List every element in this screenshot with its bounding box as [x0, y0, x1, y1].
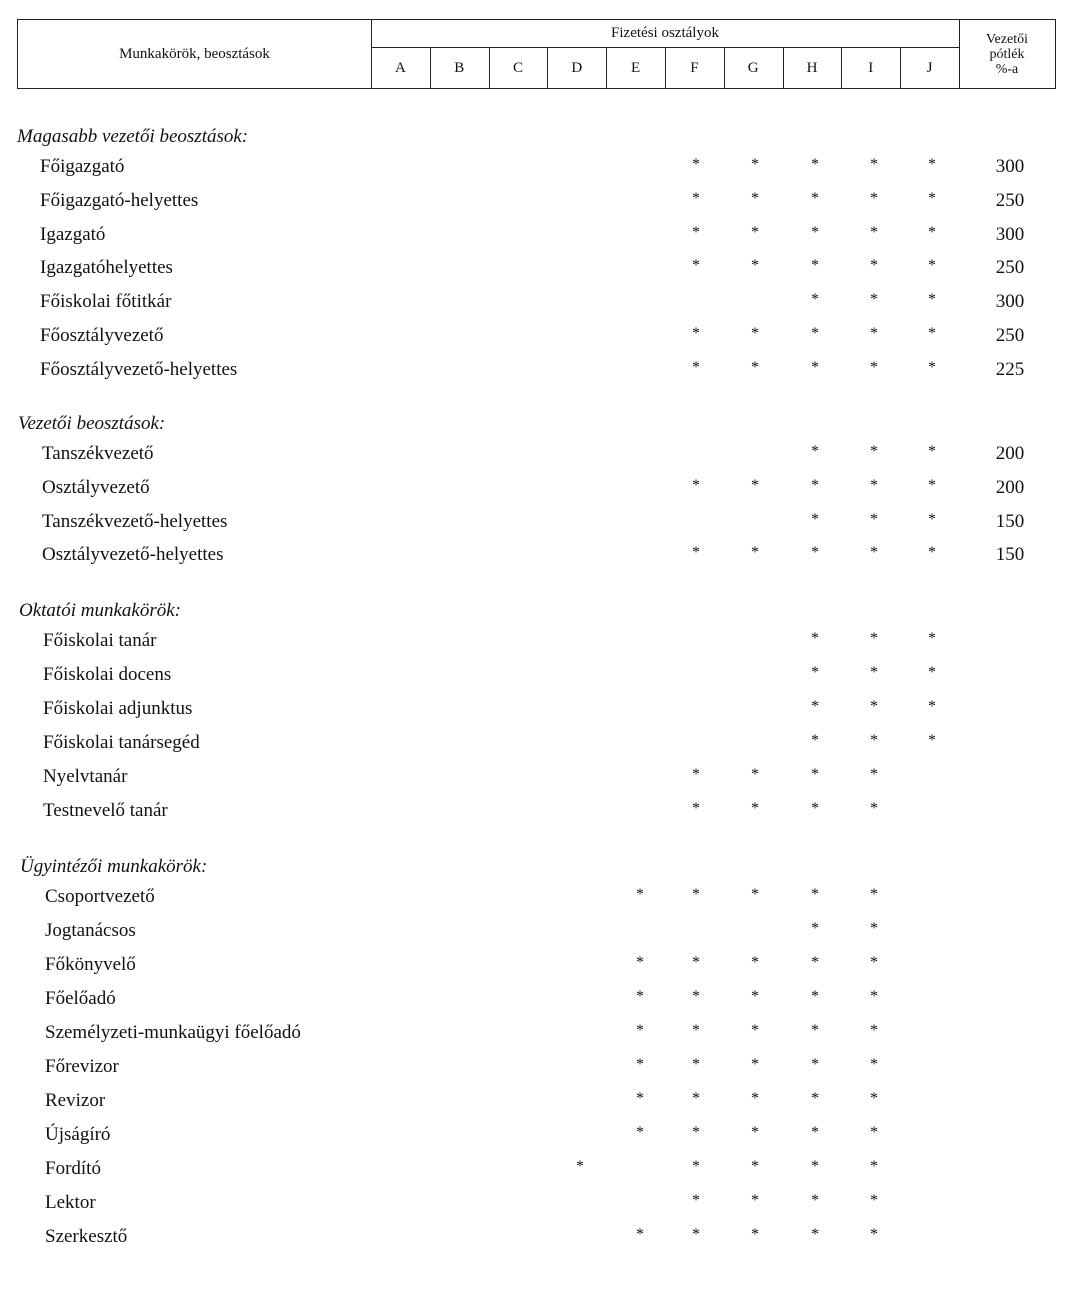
header-column-divider	[489, 47, 490, 88]
bonus-percent: 250	[995, 325, 1025, 346]
job-title: Főkönyvelő	[45, 954, 136, 975]
job-title: Főiskolai tanár	[43, 630, 157, 651]
job-title: Főiskolai adjunktus	[43, 698, 193, 719]
pay-class-mark: *	[870, 1056, 878, 1073]
job-title: Főosztályvezető	[40, 325, 164, 346]
pay-class-mark: *	[928, 510, 936, 528]
header-column-divider	[430, 47, 431, 88]
pay-class-mark: *	[636, 988, 644, 1005]
pay-class-mark: *	[636, 954, 644, 971]
job-title: Testnevelő tanár	[43, 800, 168, 821]
table-row	[0, 443, 1092, 473]
pay-class-mark: *	[870, 189, 878, 207]
pay-class-mark: *	[928, 189, 936, 207]
pay-class-mark: *	[811, 257, 819, 275]
pay-class-mark: *	[928, 223, 936, 241]
pay-class-mark: *	[692, 476, 700, 494]
pay-class-header: J	[926, 60, 933, 76]
pay-class-mark: *	[751, 954, 759, 971]
pay-class-mark: *	[751, 257, 759, 275]
job-title: Nyelvtanár	[43, 766, 128, 787]
pay-class-mark: *	[751, 1158, 759, 1175]
bonus-percent: 150	[995, 510, 1025, 532]
pay-class-mark: *	[870, 1226, 878, 1243]
pay-class-mark: *	[751, 988, 759, 1005]
job-title: Osztályvezető-helyettes	[42, 544, 224, 566]
column-header-bonus	[959, 20, 1055, 88]
section-title: Oktatói munkakörök:	[19, 600, 181, 621]
pay-class-mark: *	[751, 476, 759, 494]
pay-class-mark: *	[692, 1124, 700, 1141]
table-row	[0, 988, 1092, 1018]
pay-class-mark: *	[928, 358, 936, 376]
pay-class-header: A	[394, 60, 406, 76]
pay-class-header: E	[631, 60, 641, 76]
pay-class-mark: *	[811, 1124, 819, 1141]
column-header-jobs: Munkakörök, beosztások	[119, 45, 270, 62]
pay-class-mark: *	[928, 476, 936, 494]
pay-class-mark: *	[928, 544, 936, 562]
pay-class-mark: *	[870, 156, 878, 173]
header-column-divider	[900, 47, 901, 88]
pay-class-mark: *	[870, 954, 878, 971]
table-row	[0, 664, 1092, 694]
table-row	[0, 1124, 1092, 1154]
table-row	[0, 954, 1092, 984]
job-title: Főiskolai főtitkár	[40, 291, 172, 313]
pay-class-mark: *	[870, 732, 878, 749]
table-row	[0, 630, 1092, 660]
table-row	[0, 1226, 1092, 1256]
pay-class-mark: *	[692, 1226, 700, 1243]
table-row	[0, 698, 1092, 728]
pay-class-mark: *	[870, 766, 878, 783]
header-column-divider	[783, 47, 784, 88]
job-title: Személyzeti-munkaügyi főelőadó	[45, 1022, 301, 1043]
pay-class-mark: *	[811, 1056, 819, 1073]
job-title: Főigazgató	[40, 156, 125, 177]
pay-class-mark: *	[811, 800, 819, 817]
pay-class-mark: *	[692, 886, 700, 903]
pay-class-mark: *	[870, 698, 878, 715]
bonus-percent: 300	[995, 223, 1025, 245]
pay-class-mark: *	[692, 1022, 700, 1039]
pay-class-mark: *	[870, 510, 878, 528]
job-title: Főosztályvezető-helyettes	[40, 358, 238, 380]
pay-class-mark: *	[692, 766, 700, 783]
job-title: Csoportvezető	[45, 886, 155, 907]
pay-class-mark: *	[928, 732, 936, 749]
section-title: Vezetői beosztások:	[18, 413, 166, 434]
job-title: Jogtanácsos	[45, 920, 136, 941]
pay-class-mark: *	[751, 1090, 759, 1107]
pay-class-mark: *	[811, 1090, 819, 1107]
table-row	[0, 325, 1092, 355]
pay-class-header: G	[747, 60, 759, 76]
bonus-header-line: %-a	[995, 61, 1019, 77]
table-row	[0, 1090, 1092, 1120]
job-title: Főiskolai docens	[43, 664, 172, 685]
table-row	[0, 1056, 1092, 1086]
table-row	[0, 1192, 1092, 1222]
pay-class-header: H	[806, 60, 818, 76]
table-row	[0, 732, 1092, 762]
pay-class-mark: *	[870, 443, 878, 460]
pay-class-mark: *	[692, 988, 700, 1005]
pay-class-mark: *	[928, 664, 936, 681]
header-column-divider	[724, 47, 725, 88]
bonus-percent: 150	[995, 544, 1025, 566]
table-header	[17, 19, 1056, 89]
pay-class-mark: *	[636, 886, 644, 903]
pay-class-mark: *	[811, 510, 819, 528]
pay-class-mark: *	[928, 698, 936, 715]
job-title: Főiskolai tanársegéd	[43, 732, 200, 753]
table-row	[0, 190, 1092, 220]
pay-class-mark: *	[692, 358, 700, 376]
pay-class-mark: *	[870, 223, 878, 241]
pay-class-mark: *	[636, 1056, 644, 1073]
table-row	[0, 1158, 1092, 1188]
pay-class-mark: *	[870, 920, 878, 937]
pay-class-mark: *	[811, 1022, 819, 1039]
pay-class-mark: *	[870, 664, 878, 681]
table-row	[0, 886, 1092, 916]
pay-class-mark: *	[870, 257, 878, 275]
pay-class-mark: *	[692, 954, 700, 971]
pay-class-mark: *	[811, 886, 819, 903]
table-row	[0, 477, 1092, 507]
pay-class-mark: *	[692, 1056, 700, 1073]
table-row	[0, 511, 1092, 541]
pay-class-mark: *	[870, 358, 878, 376]
pay-class-mark: *	[870, 630, 878, 647]
table-row	[0, 800, 1092, 830]
pay-class-header: B	[454, 60, 465, 76]
pay-class-mark: *	[811, 189, 819, 207]
job-title: Főigazgató-helyettes	[40, 189, 199, 211]
bonus-percent: 250	[995, 257, 1025, 279]
pay-class-header: C	[512, 60, 523, 76]
pay-class-mark: *	[811, 920, 819, 937]
pay-class-mark: *	[692, 800, 700, 817]
pay-class-mark: *	[811, 766, 819, 783]
table-row	[0, 291, 1092, 321]
table-row	[0, 359, 1092, 389]
pay-class-mark: *	[751, 189, 759, 207]
pay-class-mark: *	[751, 156, 759, 173]
pay-class-mark: *	[928, 630, 936, 647]
pay-class-header: I	[868, 60, 874, 76]
table-row	[0, 1022, 1092, 1052]
bonus-percent: 200	[995, 476, 1025, 498]
job-title: Lektor	[45, 1192, 96, 1213]
pay-class-mark: *	[811, 698, 819, 715]
pay-class-mark: *	[636, 1090, 644, 1107]
job-title: Igazgató	[40, 223, 106, 245]
header-column-divider	[547, 47, 548, 88]
table-row	[0, 766, 1092, 796]
pay-class-mark: *	[692, 1192, 700, 1209]
table-row	[0, 224, 1092, 254]
pay-class-mark: *	[692, 1090, 700, 1107]
table-row	[0, 257, 1092, 287]
pay-class-mark: *	[811, 732, 819, 749]
pay-class-mark: *	[870, 988, 878, 1005]
pay-class-mark: *	[692, 156, 700, 173]
pay-class-mark: *	[928, 443, 936, 460]
pay-class-mark: *	[811, 544, 819, 562]
pay-class-mark: *	[692, 257, 700, 275]
header-column-divider	[606, 47, 607, 88]
job-title: Tanszékvezető-helyettes	[42, 510, 228, 532]
pay-class-mark: *	[811, 443, 819, 460]
job-title: Revizor	[45, 1090, 106, 1111]
job-title: Újságíró	[45, 1124, 111, 1145]
pay-class-mark: *	[636, 1226, 644, 1243]
pay-class-mark: *	[928, 325, 936, 342]
pay-class-mark: *	[751, 1192, 759, 1209]
job-title: Főelőadó	[45, 988, 116, 1009]
pay-class-mark: *	[928, 291, 936, 309]
pay-class-mark: *	[751, 223, 759, 241]
pay-class-mark: *	[870, 1158, 878, 1175]
pay-class-mark: *	[870, 476, 878, 494]
pay-class-mark: *	[751, 766, 759, 783]
pay-class-mark: *	[751, 1056, 759, 1073]
pay-class-mark: *	[811, 325, 819, 342]
pay-class-mark: *	[870, 325, 878, 342]
job-title: Igazgatóhelyettes	[40, 257, 173, 279]
bonus-percent: 250	[995, 189, 1025, 211]
header-column-divider	[841, 47, 842, 88]
pay-class-mark: *	[870, 886, 878, 903]
pay-class-mark: *	[636, 1022, 644, 1039]
pay-class-mark: *	[692, 544, 700, 562]
bonus-percent: 300	[995, 291, 1025, 313]
bonus-header-line: Vezetői	[986, 31, 1028, 47]
section-title: Magasabb vezetői beosztások:	[17, 126, 249, 147]
pay-class-mark: *	[636, 1124, 644, 1141]
pay-class-header: F	[690, 60, 699, 76]
pay-class-mark: *	[811, 476, 819, 494]
bonus-percent: 225	[995, 358, 1025, 380]
job-title: Szerkesztő	[45, 1226, 128, 1247]
pay-class-mark: *	[751, 1226, 759, 1243]
pay-class-mark: *	[811, 1192, 819, 1209]
job-title: Osztályvezető	[42, 476, 150, 498]
pay-class-mark: *	[811, 954, 819, 971]
pay-class-mark: *	[811, 630, 819, 647]
pay-class-mark: *	[928, 257, 936, 275]
bonus-header-line: pótlék	[989, 46, 1025, 62]
pay-class-mark: *	[928, 156, 936, 173]
pay-class-mark: *	[811, 1158, 819, 1175]
pay-class-mark: *	[870, 1090, 878, 1107]
job-title: Tanszékvezető	[42, 443, 154, 464]
pay-class-mark: *	[692, 325, 700, 342]
section-title: Ügyintézői munkakörök:	[20, 856, 208, 877]
pay-class-mark: *	[751, 544, 759, 562]
pay-class-mark: *	[811, 664, 819, 681]
pay-class-mark: *	[751, 800, 759, 817]
pay-class-mark: *	[870, 800, 878, 817]
header-column-divider	[959, 20, 960, 88]
pay-class-mark: *	[811, 223, 819, 241]
bonus-percent: 300	[995, 156, 1025, 177]
pay-class-mark: *	[811, 156, 819, 173]
pay-class-mark: *	[870, 1192, 878, 1209]
pay-class-mark: *	[751, 886, 759, 903]
pay-class-mark: *	[751, 1022, 759, 1039]
pay-class-mark: *	[751, 358, 759, 376]
pay-class-mark: *	[692, 223, 700, 241]
table-row	[0, 920, 1092, 950]
table-row	[0, 156, 1092, 186]
column-header-pay-classes: Fizetési osztályok	[611, 25, 719, 41]
pay-class-mark: *	[870, 291, 878, 309]
pay-class-mark: *	[576, 1158, 584, 1175]
header-column-divider	[665, 47, 666, 88]
pay-class-mark: *	[811, 988, 819, 1005]
pay-class-mark: *	[692, 189, 700, 207]
pay-class-mark: *	[870, 1124, 878, 1141]
pay-class-mark: *	[811, 1226, 819, 1243]
pay-class-mark: *	[751, 325, 759, 342]
bonus-percent: 200	[995, 443, 1025, 464]
pay-class-mark: *	[870, 544, 878, 562]
pay-class-header: D	[571, 60, 583, 76]
pay-class-mark: *	[870, 1022, 878, 1039]
pay-class-mark: *	[811, 291, 819, 309]
pay-class-mark: *	[811, 358, 819, 376]
pay-class-mark: *	[751, 1124, 759, 1141]
job-title: Fordító	[45, 1158, 101, 1179]
table-row	[0, 544, 1092, 574]
job-title: Főrevizor	[45, 1056, 119, 1077]
pay-class-mark: *	[692, 1158, 700, 1175]
